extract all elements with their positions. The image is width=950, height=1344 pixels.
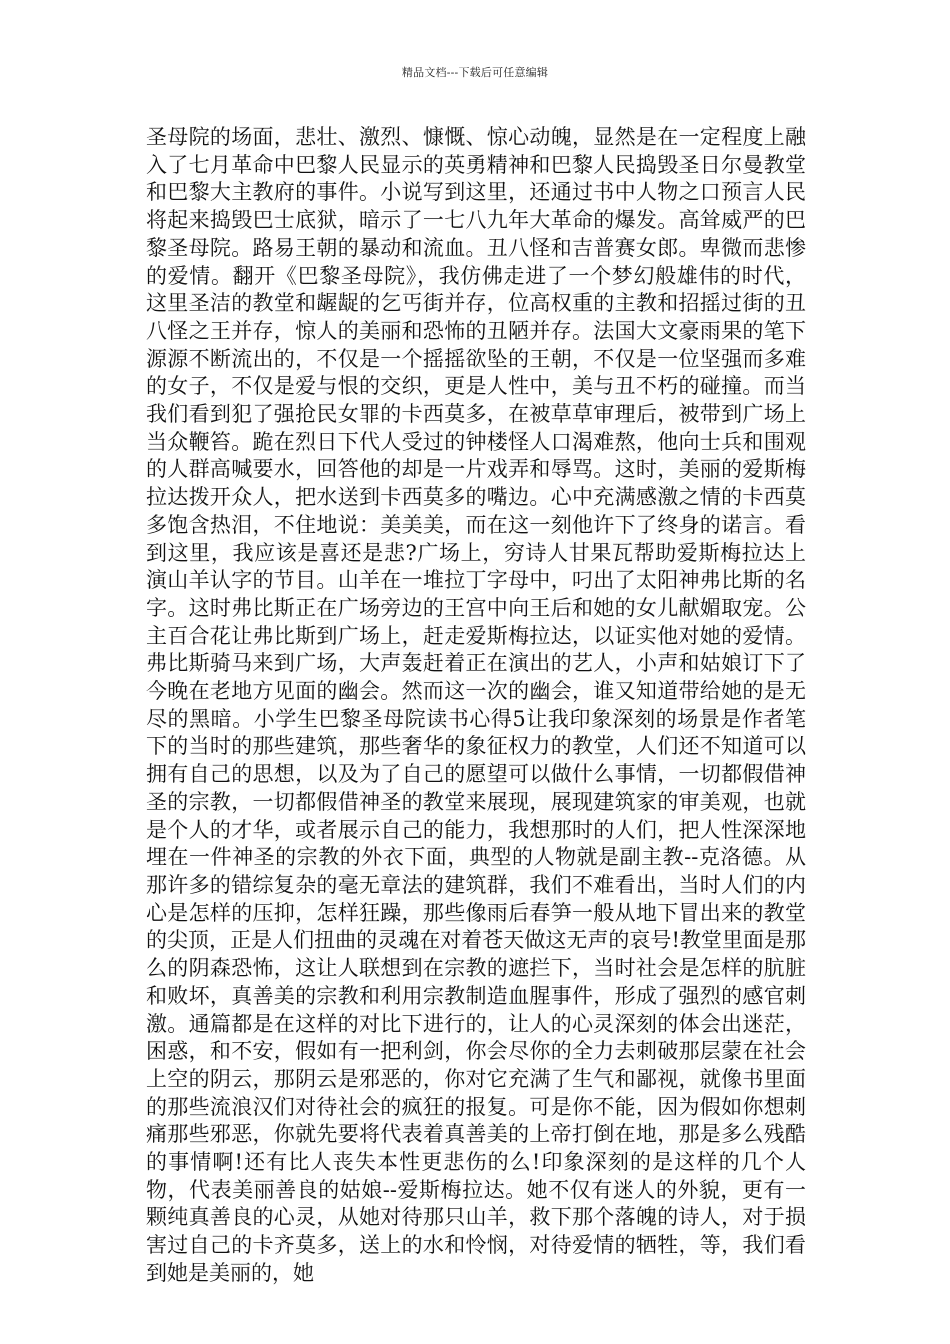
page-header: 精品文档---下载后可任意编辑 <box>401 66 549 79</box>
body-paragraph: 圣母院的场面，悲壮、激烈、慷慨、惊心动魄，显然是在一定程度上融入了七月革命中巴黎人民显示的英勇精神和巴黎人民捣毁圣日尔曼教堂和巴黎大主教府的事件。小说写到这里，还通过书中人物之口预言人民将起来捣毁巴士底狱，暗示了一七八九年大革命的爆发。高耸威严的巴黎圣母院。路易王朝的暴动和流血。丑八怪和吉普赛女郎。卑微而悲惨的爱情。翻开《巴黎圣母院》，我仿佛走进了一个梦幻般雄伟的时代，这里圣洁的教堂和龌龊的乞丐街并存，位高权重的主教和招摇过街的丑八怪之王并存，惊人的美丽和恐怖的丑陋并存。法国大文豪雨果的笔下源源不断流出的，不仅是一个摇摇欲坠的王朝，不仅是一位坚强而多难的女子，不仅是爱与恨的交织，更是人性中，美与丑不朽的碰撞。而当我们看到犯了强抢民女罪的卡西莫多，在被草草审理后，被带到广场上当众鞭笞。跪在烈日下代人受过的钟楼怪人口渴难熬，他向士兵和围观的人群高喊要水，回答他的却是一片戏弄和辱骂。这时，美丽的爱斯梅拉达拨开众人，把水送到卡西莫多的嘴边。心中充满感激之情的卡西莫多饱含热泪，不住地说：美美美，而在这一刻他许下了终身的诺言。看到这里，我应该是喜还是悲?广场上，穷诗人甘果瓦帮助爱斯梅拉达上演山羊认字的节目。山羊在一堆拉丁字母中，叼出了太阳神弗比斯的名字。这时弗比斯正在广场旁边的王宫中向王后和她的女儿献媚取宠。公主百合花让弗比斯到广场上，赶走爱斯梅拉达，以证实他对她的爱情。弗比斯骑马来到广场，大声轰赶着正在演出的艺人，小声和姑娘订下了今晚在老地方见面的幽会。然而这一次的幽会，谁又知道带给她的是无尽的黑暗。小学生巴黎圣母院读书心得5让我印象深刻的场景是作者笔下的当时的那些建筑，那些奢华的象征权力的教堂，人们还不知道可以拥有自己的思想，以及为了自己的愿望可以做什么事情，一切都假借神圣的宗教，一切都假借神圣的教堂来展现，展现建筑家的审美观，也就是个人的才华，或者展示自己的能力，我想那时的人们，把人性深深地埋在一件神圣的宗教的外衣下面，典型的人物就是副主教--克洛德。从那许多的错综复杂的毫无章法的建筑群，我们不难看出，当时人们的内心是怎样的压抑，怎样狂躁，那些像雨后春笋一般从地下冒出来的教堂的尖顶，正是人们扭曲的灵魂在对着苍天做这无声的哀号!教堂里面是那么的阴森恐怖，这让人联想到在宗教的遮拦下，当时社会是怎样的肮脏和败坏，真善美的宗教和利用宗教制造血腥事件，形成了强烈的感官刺激。通篇都是在这样的对比下进行的，让人的心灵深刻的体会出迷茫，困惑，和不安，假如有一把利剑，你会尽你的全力去刺破那层蒙在社会上空的阴云，那阴云是邪恶的，你对它充满了生气和鄙视，就像书里面的那些流浪汉们对待社会的疯狂的报复。可是你不能，因为假如你想刺痛那些邪恶，你就先要将代表着真善美的上帝打倒在地，那是多么残酷的事情啊!还有比人丧失本性更悲伤的么!印象深刻的是这样的几个人物，代表美丽善良的姑娘--爱斯梅拉达。她不仅有迷人的外貌，更有一颗纯真善良的心灵，从她对待那只山羊，救下那个落魄的诗人，对于损害过自己的卡齐莫多，送上的水和怜悯，对待爱情的牺牲，等，我们看到她是美丽的，她 <box>146 125 806 1285</box>
